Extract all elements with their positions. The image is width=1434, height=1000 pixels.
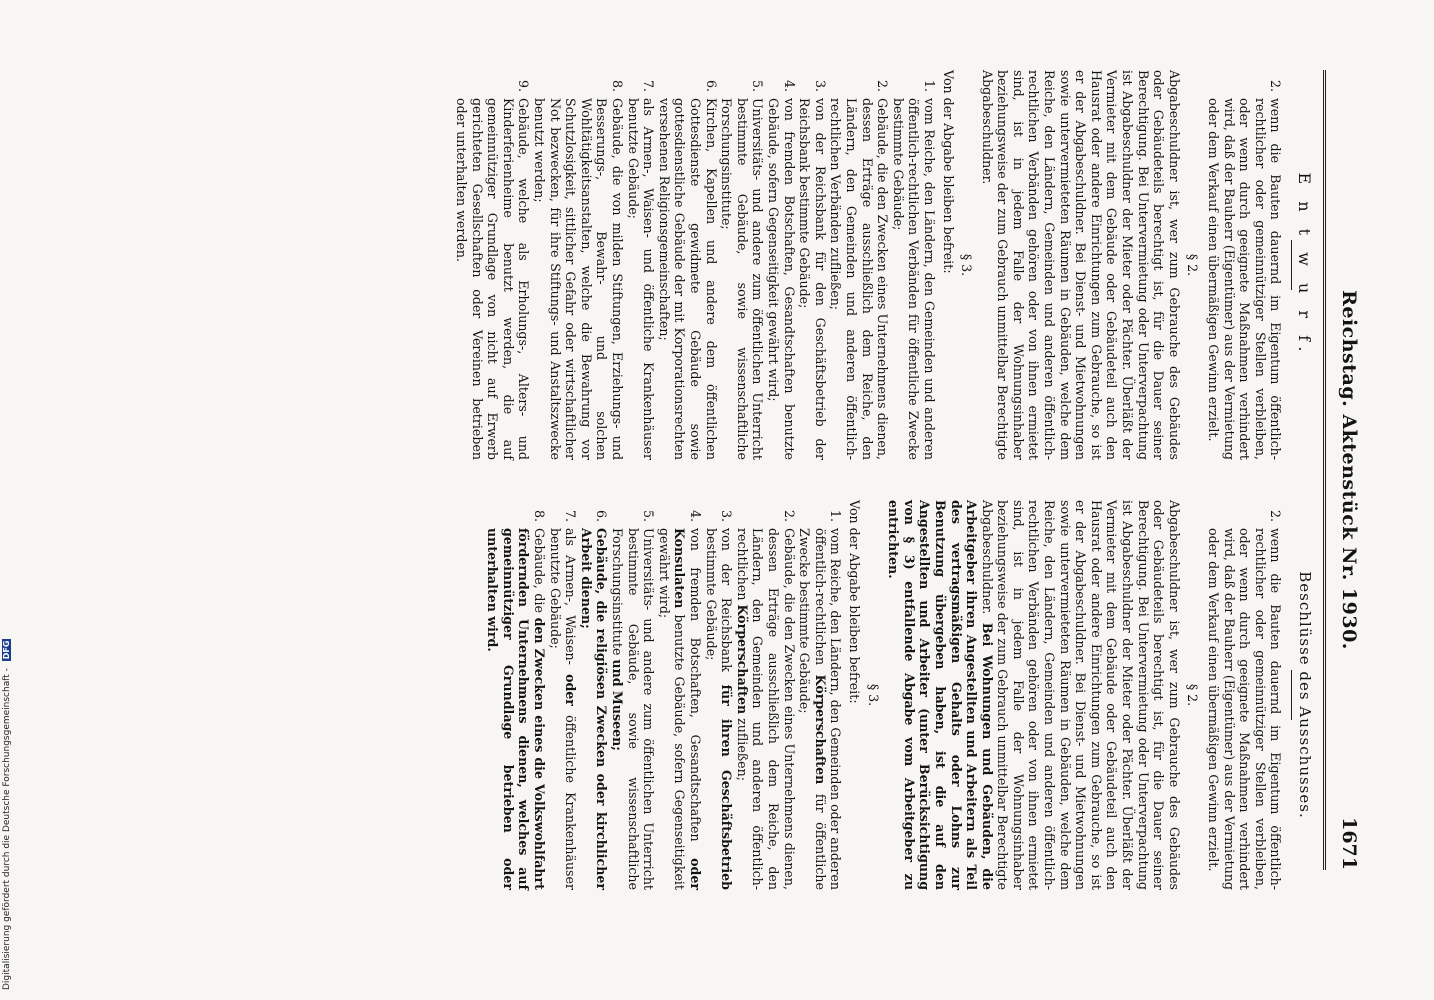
paragraph: Abgabeschuldner ist, wer zum Gebrauche des Gebäudes oder Gebäudeteils berechtigt ist, für die Dauer seiner Berechtigung. Bei Untervermietung oder Unterverpachtung ist Abgabeschuldner der Mieter oder Pächter. Überläßt der Vermieter mit dem Gebäude oder Gebäudeteil auch den Hausrat oder andere Einrichtungen zum Gebrauche, so ist er der Abgabeschuldner. Bei Dienst- und Mietwohnungen sowie untervermieteten Räumen in Gebäuden, welche dem Reiche, den Ländern, Gemeinden und anderen öffentlich-rechtlichen Verbänden gehören oder von ihnen ermietet sind, ist in jedem Falle der Wohnungsinhaber beziehungsweise der zum Gebrauch unmittelbar Berechtigte Abgabeschuldner.	[979, 70, 1182, 460]
paragraph: Von der Abgabe bleiben befreit:	[846, 500, 862, 704]
column-entwurf	[454, 70, 1314, 460]
list-item: 3. von der Reichsbank für ihren Geschäftsbetrieb bestimmte Gebäude;	[703, 509, 735, 890]
list-item: 8. Gebäude, die von milden Stiftungen, Erziehungs- und Besserungs-, Bewahr- und solchen Wohltätigkeitsanstalten, welche die Bewahrung vor Schutzlosigkeit, sittlicher Gefahr oder wirtschaftlicher Not bezwecken, für ihre Stiftungs- und Anstaltszwecke benutzt werden;	[532, 79, 626, 460]
list-item: 6. Gebäude, die religiösen Zwecken oder kirchlicher Arbeit dienen;	[578, 509, 610, 890]
exemption-list	[454, 70, 937, 460]
list-item: 3. von der Reichsbank für den Geschäftsbetrieb der Reichsbank bestimmte Gebäude;	[797, 79, 828, 460]
list-item: 4. von fremden Botschaften, Gesandtschaften benutzte Gebäude, sofern Gegenseitigkeit gewährt wird;	[766, 79, 797, 460]
paragraph: Von der Abgabe bleiben befreit:	[940, 70, 956, 274]
dfg-logo-icon: DFG	[2, 640, 11, 660]
list-item: 2. wenn die Bauten dauernd im Eigentum öffentlich-rechtlicher oder gemeinnütziger Stellen verbleiben, oder wenn durch geeignete Maßnahmen verhindert wird, daß der Bauherr (Eigentümer) aus der Vermietung oder dem Verkauf einen übermäßigen Gewinn erzielt.	[1206, 79, 1284, 460]
amendment-text: Bei Wohnungen und Gebäuden, die Arbeitgeber ihren Angestellten und Arbeitern als Teil des vertragsmäßigen Gehalts oder Lohns zur Benutzung übergeben haben, ist die auf den Angestellten und Arbeiter (unter Berücksichtigung von § 3) entfallende Abgabe vom Arbeitgeber zu entrichten.	[886, 500, 995, 890]
section-heading: § 3.	[959, 253, 975, 277]
digitization-credit	[0, 0, 14, 1000]
page-header	[1330, 70, 1366, 870]
list-item: 1. vom Reiche, den Ländern, den Gemeinden oder anderen öffentlich-rechtlichen Körperschaften für öffentliche Zwecke bestimmte Gebäude;	[797, 509, 844, 890]
list-item: 5. Universitäts- und andere zum öffentlichen Unterricht bestimmte Gebäude, sowie wissenschaftliche Forschungsinstitute und Museen;	[610, 509, 657, 890]
column-heading: E n t w u r f.	[1295, 172, 1314, 358]
section-heading: § 2.	[1185, 253, 1201, 277]
list-item: 4. von fremden Botschaften, Gesandtschaften oder Konsulaten benutzte Gebäude, sofern Gegenseitigkeit gewährt wird;	[656, 509, 704, 890]
list-item: 2. Gebäude, die den Zwecken eines Unternehmens dienen, dessen Erträge ausschließlich dem Reiche, den Ländern, den Gemeinden und anderen öffentlich-rechtlichen Verbänden zufließen;	[828, 79, 891, 460]
list-item: 1. vom Reiche, den Ländern, den Gemeinden und anderen öffentlich-rechtlichen Verbänden für öffentliche Zwecke bestimmte Gebäude;	[890, 79, 937, 460]
page-number: 1671	[1338, 817, 1360, 870]
header-rule	[1323, 70, 1326, 870]
list-item: 2. wenn die Bauten dauernd im Eigentum öffentlich-rechtlicher oder gemeinnütziger Stellen verbleiben, oder wenn durch geeignete Maßnahmen verhindert wird, daß der Bauherr (Eigentümer) aus der Vermietung oder dem Verkauf einen übermäßigen Gewinn erzielt.	[1206, 509, 1284, 890]
page-title: Reichstag. Aktenstück Nr. 1930.	[1338, 290, 1360, 650]
list-item: 9. Gebäude, welche als Erholungs-, Alters- und Kinderferienheime benutzt werden, die auf gemeinnütziger Grundlage von nicht auf Erwerb gerichteten Gesellschaften oder Vereinen betrieben oder unterhalten werden.	[454, 79, 532, 460]
list-item: 7. als Armen-, Waisen- oder öffentliche Krankenhäuser benutzte Gebäude;	[547, 509, 579, 890]
column-beschluesse	[485, 500, 1314, 890]
heading-rule	[1291, 670, 1292, 720]
list-item: 7. als Armen-, Waisen- und öffentliche Krankenhäuser benutzte Gebäude;	[625, 79, 657, 460]
exemption-list	[485, 500, 844, 890]
column-heading: Beschlüsse des Ausschusses.	[1296, 571, 1314, 819]
list-item: 5. Universitäts- und andere zum öffentlichen Unterricht bestimmte Gebäude, sowie wissenschaftliche Forschungsinstitute;	[719, 79, 766, 460]
heading-rule	[1291, 240, 1292, 290]
paragraph: Abgabeschuldner ist, wer zum Gebrauche des Gebäudes oder Gebäudeteils berechtigt ist, für die Dauer seiner Berechtigung. Bei Untervermietung oder Unterverpachtung ist Abgabeschuldner der Mieter oder Pächter. Überläßt der Vermieter mit dem Gebäude oder Gebäudeteil auch den Hausrat oder andere Einrichtungen zum Gebrauche, so ist er der Abgabeschuldner. Bei Dienst- und Mietwohnungen sowie untervermieteten Räumen in Gebäuden, welche dem Reiche, den Ländern, Gemeinden und anderen öffentlich-rechtlichen Verbänden gehören oder von ihnen ermietet sind, ist in jedem Falle der Wohnungsinhaber beziehungsweise der zum Gebrauch unmittelbar Berechtigte Abgabeschuldner. Bei Wohnungen und Gebäuden, die Arbeitgeber ihren Angestellten und Arbeitern als Teil des vertragsmäßigen Gehalts oder Lohns zur Benutzung übergeben haben, ist die auf den Angestellten und Arbeiter (unter Berücksichtigung von § 3) entfallende Abgabe vom Arbeitgeber zu entrichten.	[886, 500, 1182, 890]
list-item: 6. Kirchen, Kapellen und andere dem öffentlichen Gottesdienste gewidmete Gebäude sowie gottesdienstliche Gebäude der mit Korporationsrechten versehenen Religionsgemeinschaften;	[656, 79, 719, 460]
list-item: 2. Gebäude, die den Zwecken eines Unternehmens dienen, dessen Erträge ausschließlich dem Reiche, den Ländern, den Gemeinden und anderen öffentlich-rechtlichen Körperschaften zufließen;	[734, 509, 797, 890]
list-item: 8. Gebäude, die den Zwecken eines die Volkswohlfahrt fördernden Unternehmens dienen, welches auf gemeinnütziger Grundlage betrieben oder unterhalten wird.	[485, 509, 548, 891]
section-heading: § 2.	[1185, 683, 1201, 707]
section-heading: § 3.	[865, 683, 881, 707]
credit-text: Digitalisierung gefördert durch die Deutsche Forschungsgemeinschaft -	[2, 668, 12, 990]
